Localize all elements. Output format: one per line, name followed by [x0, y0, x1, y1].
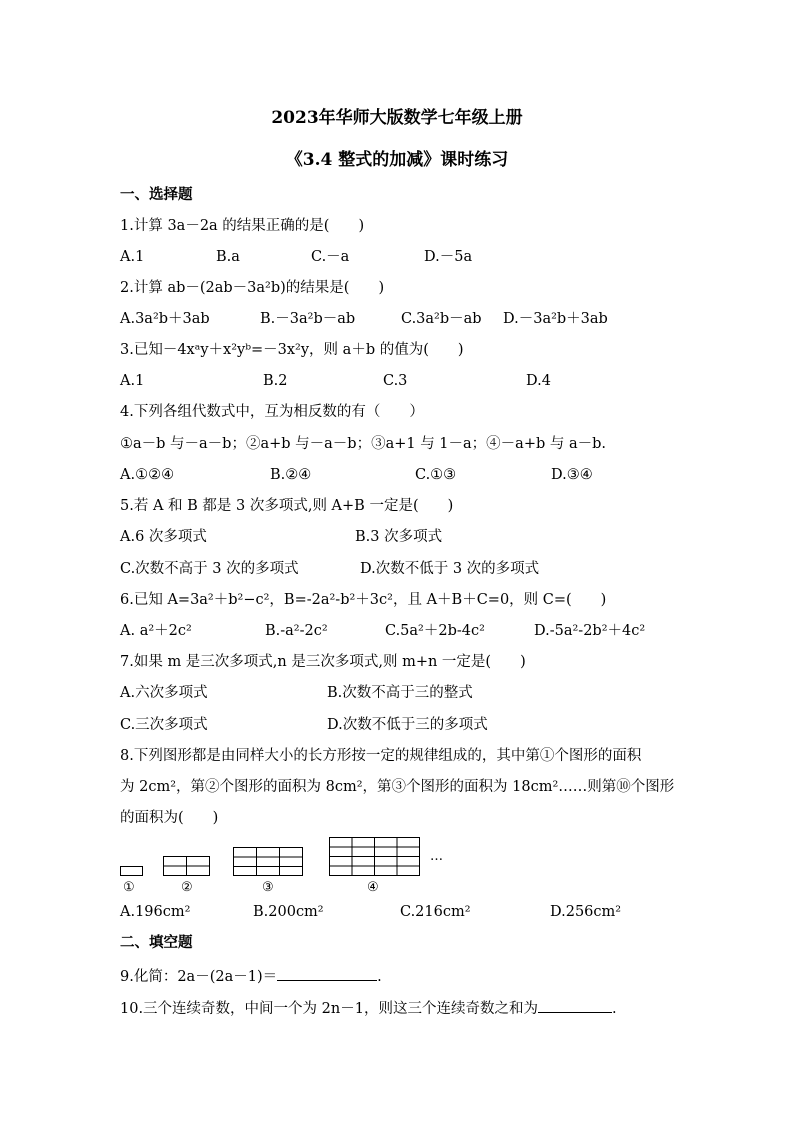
- option-d: D.次数不低于 3 次的多项式: [360, 561, 540, 577]
- question-10-answer-blank[interactable]: [538, 996, 612, 1013]
- question-6-stem: 6.已知 A=3a²＋b²−c²，B=-2a²-b²＋3c²，且 A＋B＋C=0，则 C=( ): [120, 592, 607, 608]
- question-4-expressions: ①a－b 与－a－b；②a+b 与－a－b；③a+1 与 1－a；④－a+b 与 a－b.: [120, 436, 607, 452]
- option-d: D.-5a²-2b²＋4c²: [534, 623, 646, 639]
- figure-ellipsis: …: [430, 849, 443, 864]
- question-3-stem: 3.已知－4xᵃy＋x²yᵇ=－3x²y，则 a＋b 的值为( ): [120, 342, 464, 358]
- option-a: A.196cm²: [120, 904, 191, 920]
- option-c: C.216cm²: [400, 904, 471, 920]
- option-c: C.3: [383, 373, 408, 389]
- document-title: 2023年华师大版数学七年级上册: [271, 108, 523, 128]
- option-b: B.200cm²: [253, 904, 324, 920]
- option-d: D.次数不低于三的多项式: [327, 717, 488, 733]
- question-9-answer-blank[interactable]: [277, 964, 377, 981]
- figure-2-grid: [164, 857, 210, 876]
- option-b: B.a: [216, 249, 240, 265]
- option-d: D.－3a²b＋3ab: [503, 311, 608, 327]
- question-7-stem: 7.如果 m 是三次多项式,n 是三次多项式,则 m+n 一定是( ): [120, 654, 526, 670]
- figure-2-label: ②: [181, 880, 193, 895]
- figure-4-grid: [330, 838, 420, 876]
- question-10-end: .: [611, 1001, 617, 1017]
- option-b: B.2: [263, 373, 288, 389]
- question-8-stem-line-2: 为 2cm²，第②个图形的面积为 8cm²，第③个图形的面积为 18cm²……则第⑩个图形: [120, 779, 675, 795]
- option-b: B.②④: [270, 467, 312, 483]
- option-b: B.3 次多项式: [355, 529, 443, 545]
- option-d: D.4: [526, 373, 551, 389]
- option-c: C.①③: [415, 467, 457, 483]
- option-c: C.5a²＋2b-4c²: [385, 623, 485, 639]
- question-1-stem: 1.计算 3a－2a 的结果正确的是( ): [120, 218, 365, 234]
- option-a: A.六次多项式: [120, 685, 208, 701]
- option-d: D.－5a: [424, 249, 473, 265]
- option-a: A.3a²b＋3ab: [120, 311, 210, 327]
- question-8-stem-line-1: 8.下列图形都是由同样大小的长方形按一定的规律组成的，其中第①个图形的面积: [120, 748, 642, 764]
- document-subtitle: 《3.4 整式的加减》课时练习: [285, 150, 509, 170]
- option-a: A.1: [120, 249, 145, 265]
- option-b: B.－3a²b－ab: [260, 311, 356, 327]
- option-b: B.次数不高于三的整式: [327, 685, 473, 701]
- option-a: A. a²＋2c²: [120, 623, 192, 639]
- question-9-end: .: [377, 969, 382, 985]
- question-9-text: 9.化简：2a－(2a－1)＝: [120, 969, 278, 985]
- option-b: B.-a²-2c²: [265, 623, 328, 639]
- figure-1-grid: [121, 867, 143, 876]
- question-10-text: 10.三个连续奇数，中间一个为 2n－1，则这三个连续奇数之和为: [120, 1001, 538, 1017]
- option-a: A.6 次多项式: [120, 529, 207, 545]
- figure-4-label: ④: [367, 880, 379, 895]
- option-c: C.－a: [311, 249, 350, 265]
- figure-3-grid: [234, 848, 303, 876]
- rectangle-pattern-figures: [118, 830, 438, 880]
- option-d: D.③④: [551, 467, 593, 483]
- question-5-stem: 5.若 A 和 B 都是 3 次多项式,则 A+B 一定是( ): [120, 498, 454, 514]
- section-fill-heading: 二、填空题: [120, 934, 193, 951]
- question-9: [120, 964, 382, 987]
- option-a: A.①②④: [120, 467, 175, 483]
- option-c: C.三次多项式: [120, 717, 208, 733]
- question-4-stem: 4.下列各组代数式中，互为相反数的有（ ）: [120, 404, 424, 420]
- option-c: C.3a²b－ab: [401, 311, 482, 327]
- question-2-stem: 2.计算 ab－(2ab－3a²b)的结果是( ): [120, 280, 385, 296]
- figure-3-label: ③: [262, 880, 274, 895]
- question-10: [120, 996, 617, 1019]
- figure-1-label: ①: [123, 880, 135, 895]
- section-choice-heading: 一、选择题: [120, 186, 193, 203]
- option-a: A.1: [120, 373, 145, 389]
- question-8-stem-line-3: 的面积为( ): [120, 810, 219, 826]
- option-d: D.256cm²: [550, 904, 622, 920]
- option-c: C.次数不高于 3 次的多项式: [120, 561, 299, 577]
